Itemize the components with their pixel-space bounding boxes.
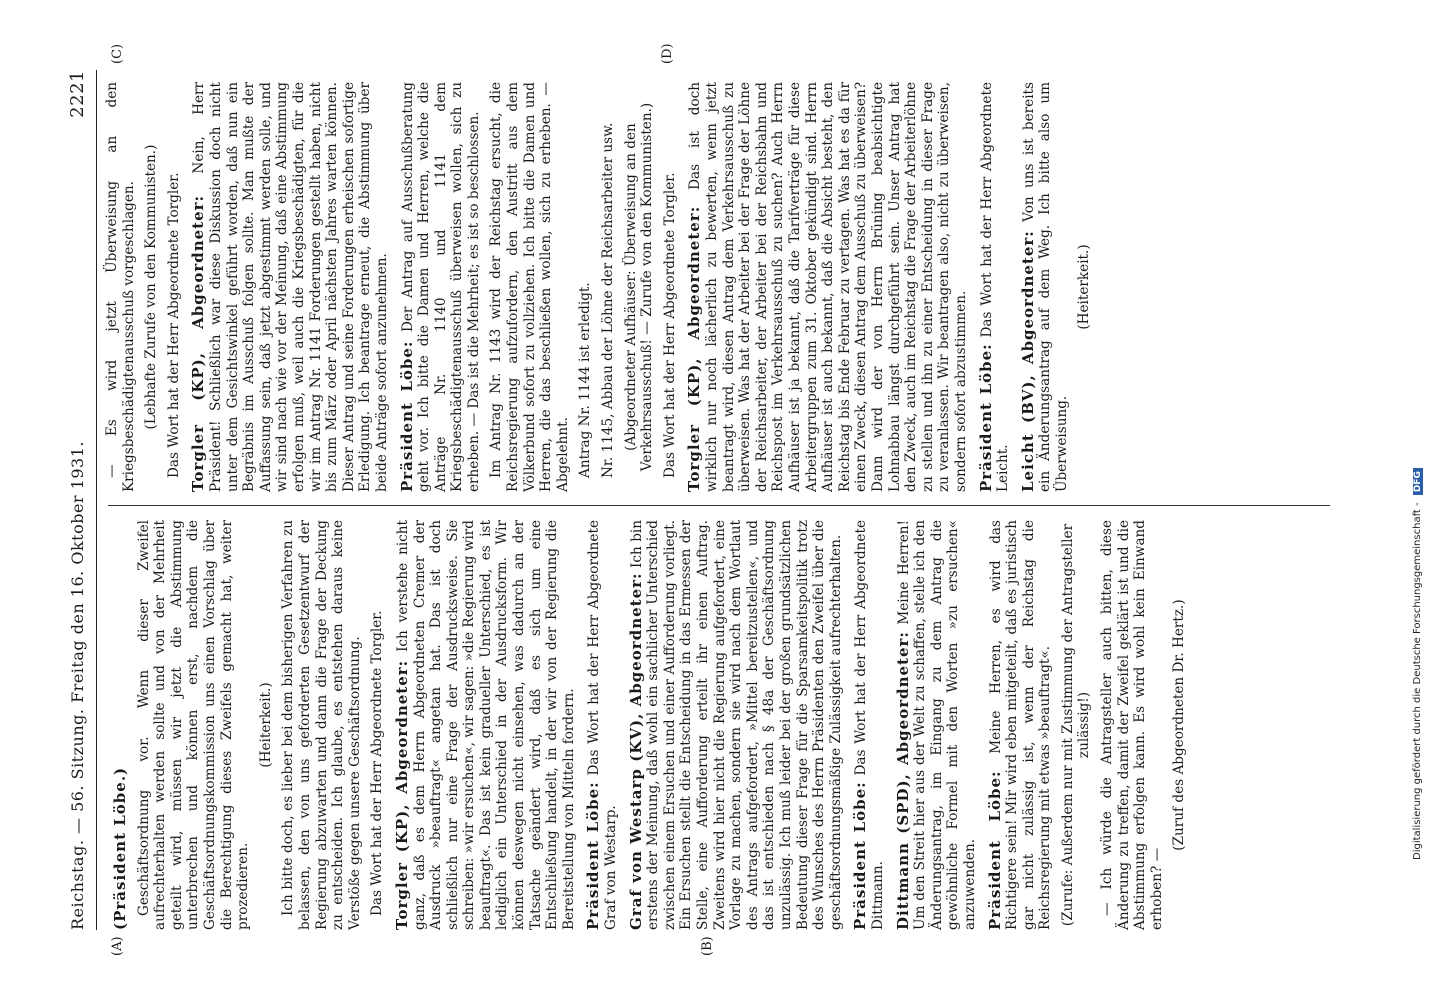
interjection: (Zurufe: Außerdem nur mit Zustimmung der Antragsteller zulässig!): [1059, 523, 1093, 927]
interjection: (Zuruf des Abgeordneten Dr. Hertz.): [1171, 599, 1188, 851]
text-paragraph: Antrag Nr. 1144 ist erledigt.: [577, 282, 594, 478]
interjection: (Heiterkeit.): [1076, 244, 1093, 330]
text-paragraph: Im Antrag Nr. 1143 wird der Reichstag ersucht, die Reichsregierung aufzufordern, den Austritt aus dem Völkerbund sofort zu vollziehen. Ich bitte die Damen und Herren, die das beschließen wollen, sich zu erheben. — Abgelehnt.: [488, 82, 571, 492]
header-title: Reichstag. — 56. Sitzung. Freitag den 16. Oktober 1931.: [67, 441, 87, 930]
interjection: (Abgeordneter Aufhäuser: Überweisung an den Verkehrsausschuß! — Zurufe von den Kommunisten.): [622, 102, 656, 472]
speaker-paragraph: Präsident Löbe: Meine Herren, es wird das Richtigere sein! Mir wird eben mitgeteilt, daß es juristisch gar nicht zulässig ist, wenn der Reichstag die Reichsregierung mit etwas »beauftragt«.: [985, 520, 1054, 930]
dfg-logo: DFG: [1413, 468, 1423, 495]
speaker-paragraph: Präsident Löbe: Das Wort hat der Herr Abgeordnete Dittmann.: [851, 520, 886, 930]
columns: [104, 70, 1334, 930]
text-paragraph: Das Wort hat der Herr Abgeordnete Torgler.: [165, 172, 182, 478]
interjection: (Lebhafte Zurufe von den Kommunisten.): [143, 144, 160, 430]
header-rule: [96, 70, 97, 930]
text-paragraph: Das Wort hat der Herr Abgeordnete Torgler.: [661, 172, 678, 478]
text-paragraph: — Ich würde die Antragsteller auch bitten, diese Änderung zu treffen, damit der Zweifel geklärt ist und die Abstimmung erfolgen kann. Es wird wohl kein Einwand erhoben? —: [1099, 520, 1165, 930]
margin-marker-d: (D): [660, 43, 675, 64]
digitization-text: Digitalisierung gefördert durch die Deutsche Forschungsgemeinschaft -: [1412, 502, 1423, 860]
text-paragraph: — Es wird jetzt Überweisung an den Kriegsbeschädigtenausschuß vorgeschlagen.: [104, 82, 137, 492]
left-column: [104, 520, 1194, 930]
text-paragraph: Geschäftsordnung vor. Wenn dieser Zweifel aufrechterhalten werden sollte und von der Mehrheit geteilt wird, müssen wir jetzt die Abstimmung unterbrechen und können erst, nachdem die Geschäftsordnungskommission uns einen Vorschlag über die Berechtigung dieses Zweifels gemacht hat, weiter prozedieren.: [135, 520, 252, 930]
speaker-paragraph: Präsident Löbe: Das Wort hat der Herr Abgeordnete Graf von Westarp.: [584, 520, 620, 930]
speaker-paragraph: Torgler (KP), Abgeordneter: Nein, Herr Präsident! Schließlich war diese Diskussion doch nicht unter dem Gesichtswinkel geführt worden, daß nun ein Begräbnis im Ausschuß folgen sollte. Man mußte der Auffassung sein, daß jetzt abgestimmt werden solle, und wir sind nach wie vor der Meinung, daß eine Abstimmung erfolgen muß, weil auch die Kriegsbeschädigten, für die wir im Antrag Nr. 1141 Forderungen gestellt haben, nicht bis zum März oder April nächsten Jahres warten können. Dieser Antrag und seine Forderungen erheischen sofortige Erledigung. Ich beantrage erneut, die Abstimmung über beide Anträge sofort anzunehmen.: [189, 81, 390, 492]
column-divider: [108, 505, 1330, 506]
speaker-paragraph: Graf von Westarp (KV), Abgeordneter: Ich bin erstens der Meinung, daß wohl ein sachlicher Unterschied zwischen einem Ersuchen und einer Aufforderung vorliegt. Ein Ersuchen stellt die Entscheidung in das Ermessen der Stelle, eine Aufforderung erteilt ihr einen Auftrag. Zweitens wird hier nicht die Regierung aufgefordert, eine Vorlage zu machen, sondern sie wird nach dem Wortlaut des Antrags aufgefordert, »Mittel bereitzustellen«, und das ist entschieden nach § 48a der Geschäftsordnung unzulässig. Ich muß leider bei der großen grundsätzlichen Bedeutung dieser Frage für die Sparsamkeitspolitik trotz des Wunsches des Herrn Präsidenten den Zweifel über die geschäftsordnungsmäßige Zulässigkeit aufrechterhalten.: [626, 520, 844, 930]
page-number: 2221: [66, 70, 88, 118]
speaker-paragraph: Torgler (KP), Abgeordneter: Ich verstehe nicht ganz, daß es dem Herrn Abgeordneten Cremer der Ausdruck »beauftragt« angetan hat. Das ist doch schließlich nur eine Frage der Ausdrucksweise. Sie schreiben: »wir ersuchen«, wir sagen: »die Regierung wird beauftragt«. Das ist kein gradueller Unterschied, es ist lediglich ein Unterschied in der Ausdrucksform. Wir können deswegen nicht einsehen, was dadurch an der Tatsache geändert wird, daß es sich um eine Entschließung handelt, in der wir von der Regierung die Bereitstellung von Mitteln fordern.: [392, 520, 577, 930]
speaker-paragraph: Präsident Löbe: Das Wort hat der Herr Abgeordnete Leicht.: [976, 82, 1012, 492]
speaker-paragraph: Präsident Löbe: Der Antrag auf Ausschußberatung geht vor. Ich bitte die Damen und Herren, welche die Anträge Nr. 1140 und 1141 dem Kriegsbeschädigtenausschuß überweisen wollen, sich zu erheben. — Das ist die Mehrheit; es ist so beschlossen.: [397, 82, 482, 492]
margin-marker-a: (A): [110, 936, 125, 956]
margin-marker-b: (B): [700, 936, 715, 956]
margin-marker-c: (C): [110, 43, 125, 64]
text-paragraph: Ich bitte doch, es lieber bei dem bisherigen Verfahren zu belassen, den von uns geforderten Gesetzentwurf der Regierung abzuwarten und dann die Frage der Deckung zu entscheiden. Ich glaube, es entstehen daraus keine Verstöße gegen unsere Geschäftsordnung.: [280, 520, 363, 930]
speaker-paragraph: Torgler (KP), Abgeordneter: Das ist doch wirklich nur noch lächerlich zu bewerten, wenn jetzt beantragt wird, diesen Antrag dem Verkehrsausschuß zu überweisen. Was hat der Arbeiter bei der Frage der Löhne der Reichsarbeiter, der Arbeiter bei der Reichsbahn und Reichspost im Verkehrsausschuß zu suchen? Auch Herrn Aufhäuser ist ja bekannt, daß die Tarifverträge für diese Arbeitergruppen zum 31. Oktober gekündigt sind. Herrn Aufhäuser ist auch bekannt, daß die Absicht besteht, den Reichstag bis Ende Februar zu vertagen. Was hat es da für einen Zweck, diesen Antrag dem Ausschuß zu überweisen? Dann wird der von Herrn Brüning beabsichtigte Lohnabbau längst durchgeführt sein. Unser Antrag hat den Zweck, auch im Reichstag die Frage der Arbeiterlöhne zu stellen und ihn zu einer Entscheidung in dieser Frage zu veranlassen. Wir beantragen also, nicht zu überweisen, sondern sofort abzustimmen.: [685, 82, 969, 492]
text-paragraph: Das Wort hat der Herr Abgeordnete Torgler.: [369, 610, 386, 916]
document-page: [60, 43, 1350, 956]
interjection: (Heiterkeit.): [257, 682, 274, 768]
speaker-paragraph: (Präsident Löbe.): [111, 766, 129, 930]
speaker-paragraph: Leicht (BV), Abgeordneter: Von uns ist bereits ein Änderungsantrag auf dem Weg. Ich bitte also um Überweisung.: [1018, 82, 1070, 492]
digitization-note: [1412, 468, 1423, 860]
right-column: [104, 82, 1099, 492]
page-header: [60, 70, 94, 930]
text-paragraph: Nr. 1145, Abbau der Löhne der Reichsarbeiter usw.: [600, 122, 617, 478]
speaker-paragraph: Dittmann (SPD), Abgeordneter: Meine Herren! Um den Streit hier aus der Welt zu schaffen, stelle ich den Änderungsantrag, im Eingang zu dem Antrag die gewöhnliche Formel mit den Worten »zu ersuchen« anzuwenden.: [893, 520, 978, 930]
